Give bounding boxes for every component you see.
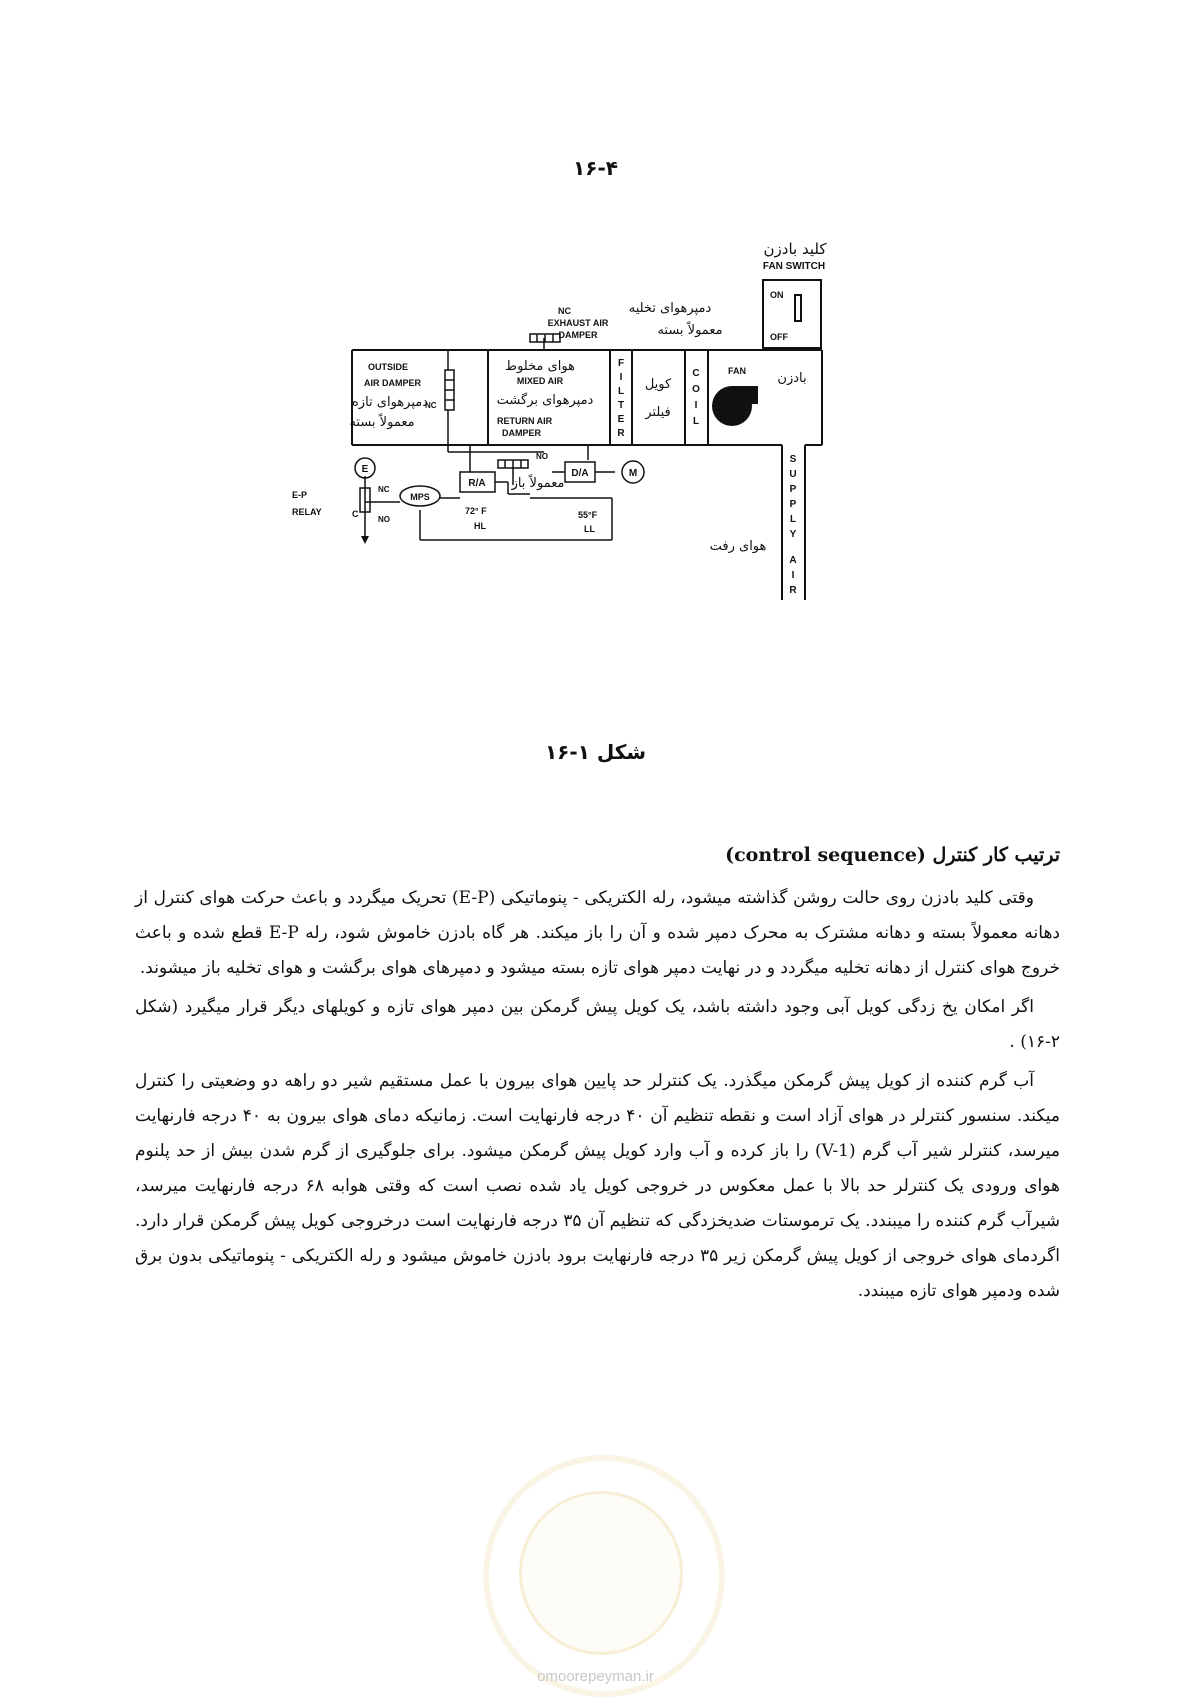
da-limit: LL bbox=[584, 524, 595, 534]
paragraph: آب گرم کننده از کویل پیش گرمکن میگذرد. یک کنترلر حد پایین هوای بیرون با عمل مستقیم شیر دو راهه دو وضعیتی را کنترل میکند. سنسور کنترلر در هوای آزاد است و نقطه تنظیم آن ۴۰ درجه فارنهایت است. زمانیکه دمای هوای بیرون به ۴۰ درجه فارنهایت میرسد، کنترلر شیر آب گرم (V-1) را باز کرده و آب وارد کویل پیش گرمکن میشود. برای جلوگیری از گرم شدن بیش از حد پلنوم هوای ورودی یک کنترلر حد بالا با عمل معکوس در خروجی کویل یاد شده نصب است که وقتی هوابه ۶۸ درجه فارنهایت میرسد، شیرآب گرم کننده را میبندد. یک ترموستات ضدیخزدگی که تنظیم آن ۳۵ درجه فارنهایت است درخروجی کویل پیش گرمکن قرار دارد. اگردمای هوای خروجی از کویل پیش گرمکن زیر ۳۵ درجه فارنهایت برود بادزن خاموش میشود و رله الکتریکی - پنوماتیکی بدون برق شده ودمپر هوای تازه میبندد. bbox=[135, 1071, 1060, 1301]
coil-letter: O bbox=[692, 384, 700, 395]
return-damper-label-2: DAMPER bbox=[502, 428, 542, 438]
ra-controller-label: R/A bbox=[468, 478, 486, 489]
filter-letters bbox=[617, 358, 625, 439]
supply-air-letter: P bbox=[789, 484, 797, 495]
fan-switch-label: FAN SWITCH bbox=[762, 261, 826, 272]
watermark-seal bbox=[483, 1455, 725, 1697]
figure-caption: شکل ۱-۱۶ bbox=[544, 740, 647, 764]
return-damper-label-1: RETURN AIR bbox=[497, 416, 553, 426]
page-number: ۱۶-۴ bbox=[573, 156, 618, 180]
supply-air-letter: S bbox=[789, 454, 797, 465]
fan-switch-toggle bbox=[795, 295, 801, 321]
ra-limit: HL bbox=[474, 521, 486, 531]
supply-air-letter: P bbox=[789, 499, 797, 510]
return-damper-blades bbox=[498, 460, 528, 468]
exhaust-damper-label-fa-2: معمولاً بسته bbox=[657, 323, 723, 338]
ep-relay-c: C bbox=[352, 509, 359, 519]
outside-damper-label-fa-2: معمولاً بسته bbox=[349, 415, 415, 430]
supply-air-letter: L bbox=[789, 514, 797, 525]
supply-air-letter: U bbox=[789, 469, 797, 480]
outside-damper-nc: NC bbox=[425, 401, 437, 410]
ep-relay-coil-label: E bbox=[361, 464, 369, 475]
outside-damper-label-1: OUTSIDE bbox=[368, 362, 409, 372]
watermark-url: omoorepeyman.ir bbox=[537, 1668, 654, 1685]
fan-switch-label-fa: کلید بادزن bbox=[763, 240, 827, 258]
coil-letter: I bbox=[694, 400, 698, 411]
body-text bbox=[135, 838, 1060, 1313]
exhaust-damper-nc: NC bbox=[558, 306, 571, 316]
supply-air-letters bbox=[789, 454, 797, 596]
fan-label-fa: بادزن bbox=[777, 371, 807, 386]
outside-damper-label-fa-1: دمپرهوای تازه bbox=[351, 395, 429, 410]
watermark-seal-inner bbox=[519, 1491, 683, 1655]
section-title: ترتیب کار کنترل (control sequence) bbox=[725, 844, 1060, 866]
ep-relay-label-2: RELAY bbox=[292, 507, 322, 517]
filter-label-fa: فیلتر bbox=[645, 405, 671, 420]
paragraph: اگر امکان یخ زدگی کویل آبی وجود داشته باشد، یک کویل پیش گرمکن بین دمپر هوای تازه و کویلهای دیگر قرار میگیرد (شکل ۲-۱۶) . bbox=[135, 997, 1060, 1052]
motor-label: M bbox=[628, 468, 638, 479]
ep-relay-no: NO bbox=[378, 515, 390, 524]
outside-damper-label-2: AIR DAMPER bbox=[364, 378, 422, 388]
outside-damper-blades bbox=[445, 370, 454, 410]
coil-letters bbox=[692, 368, 700, 427]
coil-letter: L bbox=[692, 416, 700, 427]
filter-letter: L bbox=[617, 386, 625, 397]
exhaust-damper-label-1: EXHAUST AIR bbox=[547, 318, 609, 328]
fan-icon bbox=[712, 386, 758, 426]
fan-switch-off: OFF bbox=[770, 332, 788, 342]
paragraph: وقتی کلید بادزن روی حالت روشن گذاشته میشود، رله الکتریکی - پنوماتیکی (E-P) تحریک میگردد و باعث حرکت هوای کنترل از دهانه معمولاً بسته و دهانه مشترک به محرک دمپر شده و آن را باز میکند. هر گاه بادزن خاموش شود، رله E-P قطع شده و باعث خروج هوای کنترل از دهانه تخلیه میگردد و در نهایت دمپر هوای تازه بسته میشود و دمپرهای هوای برگشت و هوای تخلیه باز میشوند. bbox=[135, 888, 1060, 978]
mixed-air-label-fa: هوای مخلوط bbox=[505, 359, 575, 374]
filter-letter: F bbox=[617, 358, 625, 369]
ra-setpoint: 72° F bbox=[465, 506, 487, 516]
da-controller-label: D/A bbox=[571, 468, 589, 479]
return-damper-label-fa-2: معمولاً باز bbox=[511, 476, 565, 491]
mixed-air-label: MIXED AIR bbox=[516, 376, 564, 386]
coil-label-fa: کویل bbox=[644, 377, 672, 392]
return-damper-no: NO bbox=[536, 452, 548, 461]
return-damper-label-fa: دمپرهوای برگشت bbox=[496, 393, 594, 408]
control-diagram bbox=[290, 240, 850, 620]
exhaust-damper-label-2: DAMPER bbox=[558, 330, 598, 340]
ep-relay-nc: NC bbox=[378, 485, 390, 494]
filter-letter: T bbox=[617, 400, 625, 411]
supply-air-letter: Y bbox=[789, 529, 797, 540]
exhaust-damper-blades bbox=[530, 334, 560, 342]
supply-air-label-fa: هوای رفت bbox=[709, 539, 767, 554]
ep-relay-exhaust-arrow bbox=[361, 536, 369, 544]
exhaust-damper-label-fa-1: دمپرهوای تخلیه bbox=[628, 301, 712, 316]
coil-letter: C bbox=[692, 368, 700, 379]
fan-switch-on: ON bbox=[770, 290, 784, 300]
da-setpoint: 55°F bbox=[578, 510, 598, 520]
filter-letter: E bbox=[617, 414, 625, 425]
supply-air-letter: A bbox=[789, 555, 797, 566]
filter-letter: R bbox=[617, 428, 625, 439]
supply-air-letter: R bbox=[789, 585, 797, 596]
ep-relay-label-1: E-P bbox=[292, 490, 308, 500]
supply-air-letter: I bbox=[791, 570, 795, 581]
mps-label: MPS bbox=[410, 492, 430, 502]
fan-label: FAN bbox=[728, 366, 746, 376]
filter-letter: I bbox=[619, 372, 623, 383]
